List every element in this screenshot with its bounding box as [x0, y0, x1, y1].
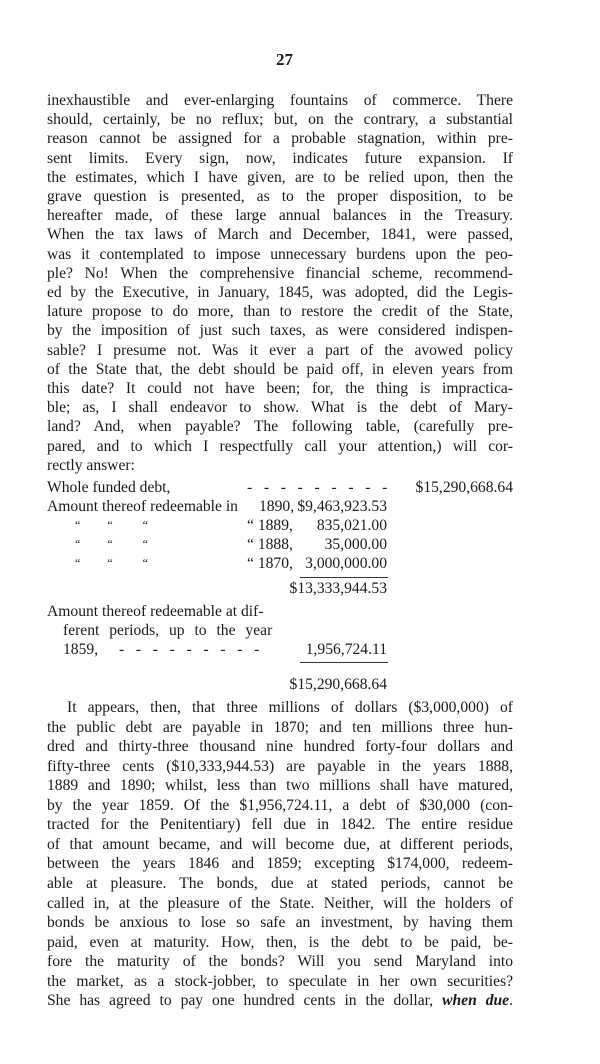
text-line: hereafter made, of these large annual balances in the Treasury. [47, 207, 513, 225]
text-line: the public debt are payable in 1870; and ten millions three hun- [47, 718, 513, 736]
text-line: this date? It could not have been; for, the thing is impractica- [47, 380, 513, 397]
text-line: paid, even at maturity. How, then, is the debt to be paid, be- [47, 933, 513, 951]
table-row-periods [47, 640, 513, 659]
page-number: 27 [276, 50, 293, 69]
row-year: 1890, [259, 498, 295, 515]
text-line: inexhaustible and ever-enlarging fountains of commerce. There [47, 92, 513, 109]
text-line: ple? No! When the comprehensive financial scheme, recommend- [47, 264, 513, 282]
table-row-1888 [47, 535, 513, 554]
periods-label-1 [47, 602, 513, 621]
text-line: grave question is presented, as to the proper disposition, to be [47, 188, 513, 205]
text-line: able at pleasure. The bonds, due at stated periods, cannot be [47, 874, 513, 892]
text-line: sable? I presume not. Was it ever a part of the avowed policy [47, 341, 513, 359]
whole-debt-value: $15,290,668.64 [415, 479, 513, 496]
row-year: “ 1888, [247, 536, 293, 553]
row-year: “ 1889, [247, 517, 293, 534]
text-line: fore the maturity of the bonds? Will you send Maryland into [47, 953, 513, 971]
text-line: fifty-three cents ($10,333,944.53) are payable in the years 1888, [47, 757, 513, 775]
text-line: should, certainly, be no reflux; but, on the contrary, a substantial [47, 111, 513, 129]
text-line: When the tax laws of March and December, 1841, were passed, [47, 226, 513, 244]
text-line: of the State that, the debt should be paid off, in eleven years from [47, 360, 513, 378]
ditto-marks: “ “ “ [75, 556, 148, 570]
text-line: ed by the Executive, in January, 1845, was adopted, did the Legis- [47, 284, 513, 301]
periods-value: 1,956,724.11 [305, 641, 387, 658]
ditto-marks: “ “ “ [75, 518, 148, 532]
text-line: lature propose to do more, than to restore the credit of the State, [47, 303, 513, 321]
redeemable-label: Amount thereof redeemable in [47, 498, 238, 515]
text-line: bonds be anxious to lose so safe an investment, by having them [47, 914, 513, 932]
text-line: rectly answer: [47, 456, 135, 474]
last-line-end: . [509, 992, 513, 1010]
text-line: reason cannot be assigned for a probable stagnation, within pre- [47, 130, 513, 148]
periods-label-text: Amount thereof redeemable at dif- [47, 603, 264, 620]
text-line: called in, at the pleasure of the State. Neither, will the holders of [47, 894, 513, 912]
total-rule [300, 662, 388, 663]
row-year: “ 1870, [247, 555, 293, 572]
last-line-text: She has agreed to pay one hundred cents in the dollar, [47, 992, 434, 1010]
text-line: sent limits. Every sign, now, indicates future expansion. If [47, 149, 513, 167]
text-line: ble; as, I shall endeavor to show. What is the debt of Mary- [47, 399, 513, 417]
text-line: the estimates, which I have given, are to be relied upon, then the [47, 168, 513, 186]
table-row-1889 [47, 516, 513, 535]
italic-emphasis: when due [442, 992, 510, 1010]
row-value: 835,021.00 [316, 517, 387, 534]
text-line: was it contemplated to impose unnecessary burdens upon the peo- [47, 245, 513, 263]
subtotal-value: $13,333,944.53 [289, 580, 387, 597]
row-value: 35,000.00 [324, 536, 387, 553]
text-line: It appears, then, that three millions of dollars ($3,000,000) of [67, 699, 513, 716]
ditto-marks: “ “ “ [75, 537, 148, 551]
table-total [47, 675, 513, 694]
table-row-1890 [47, 497, 513, 516]
total-value: $15,290,668.64 [289, 676, 387, 693]
whole-debt-label: Whole funded debt, [47, 479, 171, 496]
text-line: the market, as a stock-jobber, to speculate in her own securities? [47, 972, 513, 990]
periods-year: 1859, [63, 641, 99, 658]
text-line: by the imposition of just such taxes, as were considered indispen- [47, 322, 513, 340]
text-line [47, 991, 513, 1010]
table-row-1870 [47, 554, 513, 573]
periods-label-text: ferent periods, up to the year [63, 622, 273, 639]
text-line: of that amount became, and will become due, at different periods, [47, 835, 513, 853]
text-line: tracted for the Penitentiary) fell due in 1842. The entire residue [47, 816, 513, 834]
text-line: pared, and to which I respectfully call your attention,) will cor- [47, 437, 513, 455]
text-line: between the years 1846 and 1859; excepting $174,000, redeem- [47, 855, 513, 873]
row-value: $9,463,923.53 [297, 498, 387, 515]
text-line: by the year 1859. Of the $1,956,724.11, a debt of $30,000 (con- [47, 796, 513, 814]
periods-label-2 [47, 621, 513, 640]
text-line: 1889 and 1890; whilst, less than two millions shall have matured, [47, 777, 513, 795]
periods-dashes: - - - - - - - - - [119, 641, 260, 658]
sum-rule [300, 577, 388, 578]
text-line: dred and thirty-three thousand nine hundred forty-four dollars and [47, 738, 513, 756]
whole-debt-dashes: - - - - - - - - - [247, 479, 388, 496]
text-line: land? And, when payable? The following table, (carefully pre- [47, 418, 513, 436]
row-value: 3,000,000.00 [305, 555, 387, 572]
table-row-whole-debt [47, 478, 513, 497]
table-subtotal [47, 579, 513, 598]
